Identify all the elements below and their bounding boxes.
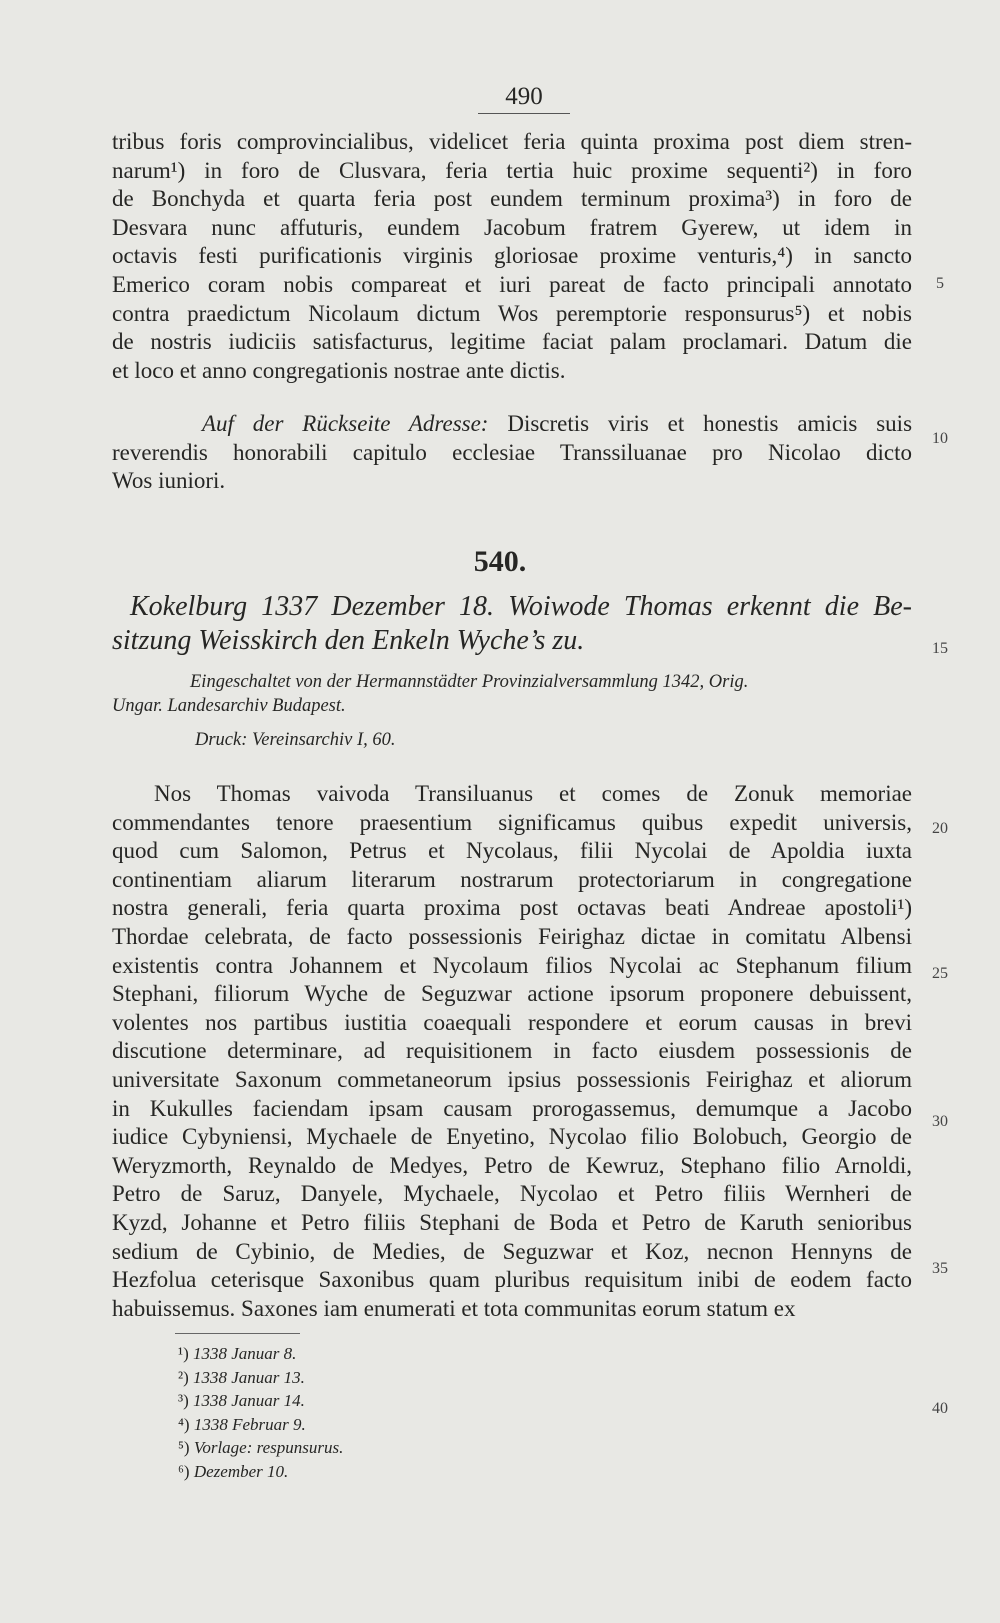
footnote [178, 1342, 343, 1366]
page-number: 490 [478, 84, 570, 114]
text-line: octavis festi purificationis virginis gloriosae proxime venturis,⁴) in sancto [112, 243, 912, 269]
address-label: Auf der Rückseite Adresse: [202, 411, 489, 436]
title-line: sitzung Weisskirch den Enkeln Wyche’s zu. [112, 625, 585, 656]
line-number: 20 [932, 820, 948, 837]
footnote-mark: ⁶) [178, 1461, 190, 1481]
line-number: 30 [932, 1113, 948, 1130]
text-line: narum¹) in foro de Clusvara, feria tertia huic proxime sequenti²) in foro [112, 157, 912, 183]
title-line: Kokelburg 1337 Dezember 18. Woiwode Thomas erkennt die Be- [130, 591, 912, 622]
footnote-divider [175, 1333, 300, 1334]
line-number: 10 [932, 430, 948, 447]
footnote-text: 1338 Januar 14. [193, 1391, 305, 1410]
text-line: iudice Cybyniensi, Mychaele de Enyetino, Nycolao filio Bolobuch, Georgio de [112, 1124, 912, 1150]
address-line-1: Discretis viris et honestis amicis suis [507, 411, 913, 436]
paragraph-continuation [112, 128, 912, 385]
text-line: quod cum Salomon, Petrus et Nycolaus, filii Nycolai de Apoldia iuxta [112, 838, 912, 864]
document-number: 540. [473, 545, 527, 578]
text-line: sedium de Cybinio, de Medies, de Seguzwar et Koz, necnon Hennyns de [112, 1238, 912, 1264]
text-line: et loco et anno congregationis nostrae ante dictis. [112, 357, 566, 383]
text-line: Nos Thomas vaivoda Transiluanus et comes de Zonuk memoriae [154, 781, 912, 806]
footnote [178, 1413, 343, 1437]
address-note [112, 410, 912, 496]
text-line: nostra generali, feria quarta proxima post octavas beati Andreae apostoli¹) [112, 895, 912, 921]
print-reference: Druck: Vereinsarchiv I, 60. [195, 730, 396, 750]
source-line: Eingeschaltet von der Hermannstädter Provinzialversammlung 1342, Orig. [190, 672, 749, 692]
source-line: Ungar. Landesarchiv Budapest. [112, 696, 346, 716]
footnote [178, 1436, 343, 1460]
text-line: habuissemus. Saxones iam enumerati et tota communitas eorum statum ex [112, 1295, 796, 1321]
document-body [112, 780, 912, 1323]
text-line: Petro de Saruz, Danyele, Mychaele, Nycolao et Petro filiis Wernheri de [112, 1181, 912, 1207]
line-number: 25 [932, 965, 948, 982]
footnotes [178, 1342, 343, 1483]
text-line: continentiam aliarum literarum nostrarum protectoriarum in congregatione [112, 866, 912, 892]
footnote-mark: ³) [178, 1391, 189, 1410]
footnote-mark: ¹) [178, 1344, 189, 1363]
text-line: contra praedictum Nicolaum dictum Wos peremptorie responsurus⁵) et nobis [112, 300, 912, 326]
footnote-mark: ⁵) [178, 1438, 190, 1457]
text-line: Thordae celebrata, de facto possessionis Feirighaz dictae in comitatu Albensi [112, 923, 912, 949]
text-line: commendantes tenore praesentium significamus quibus expedit universis, [112, 809, 912, 835]
footnote-text: Vorlage: respunsurus. [193, 1438, 344, 1457]
text-line: volentes nos partibus iustitia coaequali respondere et eorum causas in brevi [112, 1009, 912, 1035]
footnote-text: Dezember 10. [193, 1461, 289, 1481]
footnote-mark: ²) [178, 1367, 189, 1387]
footnote-mark: ⁴) [178, 1414, 190, 1434]
text-line: discutione determinare, ad requisitionem in facto eiusdem possessionis de [112, 1038, 912, 1064]
document-title [112, 590, 912, 658]
line-number: 5 [936, 275, 944, 292]
text-line: existentis contra Johannem et Nycolaum filios Nycolai ac Stephanum filium [112, 952, 912, 978]
address-line-3: Wos iuniori. [112, 468, 226, 494]
source-note [112, 670, 912, 718]
text-line: de Bonchyda et quarta feria post eundem terminum proxima³) in foro de [112, 186, 912, 212]
text-line: tribus foris comprovincialibus, videlicet feria quinta proxima post diem stren- [112, 129, 912, 154]
line-number: 35 [932, 1260, 948, 1277]
footnote [178, 1389, 343, 1413]
text-line: Stephani, filiorum Wyche de Seguzwar actione ipsorum proponere debuissent, [112, 981, 912, 1007]
text-line: de nostris iudiciis satisfacturus, legitime faciat palam proclamari. Datum die [112, 329, 912, 355]
text-line: universitate Saxonum commetaneorum ipsius possessionis Feirighaz et aliorum [112, 1066, 912, 1092]
text-line: Kyzd, Johanne et Petro filiis Stephani de Boda et Petro de Karuth senioribus [112, 1209, 912, 1235]
text-line: Emerico coram nobis compareat et iuri pareat de facto principali annotato [112, 271, 912, 297]
footnote [178, 1460, 343, 1484]
line-number: 40 [932, 1400, 948, 1417]
footnote [178, 1366, 343, 1390]
text-line: Weryzmorth, Reynaldo de Medyes, Petro de Kewruz, Stephano filio Arnoldi, [112, 1152, 912, 1178]
address-line-2: reverendis honorabili capitulo ecclesiae Transsiluanae pro Nicolao dicto [112, 439, 912, 465]
line-number: 15 [932, 640, 948, 657]
text-line: in Kukulles faciendam ipsam causam prorogassemus, demumque a Jacobo [112, 1095, 912, 1121]
text-line: Hezfolua ceterisque Saxonibus quam pluribus requisitum inibi de eodem facto [112, 1267, 912, 1293]
footnote-text: 1338 Januar 13. [193, 1367, 305, 1387]
footnote-text: 1338 Januar 8. [193, 1344, 297, 1363]
text-line: Desvara nunc affuturis, eundem Jacobum fratrem Gyerew, ut idem in [112, 214, 912, 240]
footnote-text: 1338 Februar 9. [193, 1414, 306, 1434]
